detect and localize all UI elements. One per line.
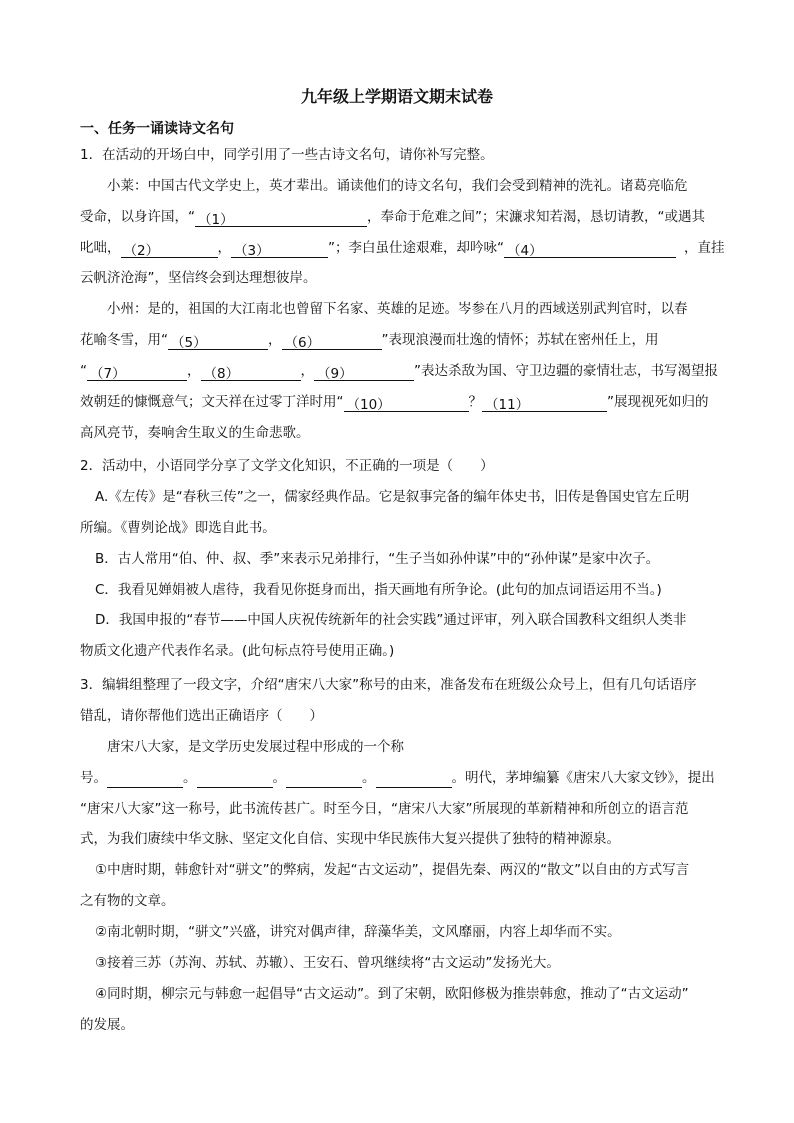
text: ， — [187, 363, 201, 379]
text: 。 — [272, 770, 286, 786]
blank-2[interactable]: （2） — [121, 241, 218, 258]
q1-p2-line3 — [80, 361, 740, 381]
q3-passage-line3: “唐宋八大家”这一称号，此书流传甚广。时至今日，“唐宋八大家”所展现的革新精神和所创立的语言范 — [80, 801, 689, 817]
q1-p1-line4: 云帆济沧海”，坚信终会到达理想彼岸。 — [80, 270, 317, 286]
blank-order-2[interactable] — [197, 771, 273, 788]
text: ， — [217, 240, 231, 256]
q2-option-a-line2: 所编。《曹刿论战》即选自此书。 — [80, 520, 276, 536]
blank-3[interactable]: （3） — [231, 241, 328, 258]
blank-6[interactable]: （6） — [282, 333, 382, 350]
text: 。 — [183, 770, 197, 786]
blank-7[interactable]: （7） — [87, 364, 187, 381]
text: “ — [80, 363, 87, 379]
text: 叱咄， — [80, 240, 121, 256]
text: ”表现浪漫而壮逸的情怀；苏轼在密州任上，用 — [381, 332, 659, 348]
q2-stem: 2．活动中，小语同学分享了文学文化知识，不正确的一项是（ ） — [80, 458, 494, 474]
blank-11[interactable]: （11） — [482, 395, 607, 412]
blank-10[interactable]: （10） — [344, 395, 469, 412]
q1-p1-line3 — [80, 238, 740, 258]
text: 号。 — [80, 770, 107, 786]
text: ”表达杀敌为国、守卫边疆的豪情壮志，书写渴望报 — [414, 363, 718, 379]
blank-1[interactable]: （1） — [195, 210, 367, 227]
q2-option-a-line1: A.《左传》是“春秋三传”之一，儒家经典作品。它是叙事完备的编年体史书，旧传是鲁国史官左丘明 — [95, 489, 690, 505]
q1-stem: 1．在活动的开场白中，同学引用了一些古诗文名句，请你补写完整。 — [80, 147, 494, 163]
q3-sentence-2: ②南北朝时期，“骈文”兴盛，讲究对偶声律，辞藻华美，文风靡丽，内容上却华而不实。 — [95, 924, 621, 940]
q1-p2-line5: 高风亮节，奏响舍生取义的生命悲歌。 — [80, 425, 310, 441]
text: ”展现视死如归的 — [607, 394, 709, 410]
q3-sentence-4-line1: ④同时期，柳宗元与韩愈一起倡导“古文运动”。到了宋朝，欧阳修极为推崇韩愈，推动了“古文运动” — [95, 986, 689, 1002]
q3-sentence-1-line2: 之有物的文章。 — [80, 893, 175, 909]
blank-4[interactable]: （4） — [504, 241, 676, 258]
text: ， — [300, 363, 314, 379]
q2-option-d-line2: 物质文化遗产代表作名录。(此句标点符号使用正确。) — [80, 643, 395, 659]
q3-sentence-3: ③接着三苏（苏洵、苏轼、苏辙）、王安石、曾巩继续将“古文运动”发扬光大。 — [95, 955, 560, 971]
blank-5[interactable]: （5） — [168, 333, 268, 350]
q2-option-b: B．古人常用“伯、仲、叔、季”来表示兄弟排行，“生子当如孙仲谋”中的“孙仲谋”是家中次子。 — [95, 551, 660, 567]
q1-p1-line1 — [107, 176, 740, 196]
q3-passage-line4: 式，为我们赓续中华文脉、坚定文化自信、实现中华民族伟大复兴提供了独特的精神源泉。 — [80, 831, 620, 847]
text: ”；李白虽仕途艰难，却吟咏“ — [328, 240, 504, 256]
q3-passage-line2 — [80, 768, 740, 788]
text: 效朝廷的慷慨意气；文天祥在过零丁洋时用“ — [80, 394, 344, 410]
q1-p2-line2 — [80, 330, 740, 350]
blank-order-1[interactable] — [107, 771, 183, 788]
q2-option-c: C．我看见婵娟被人虐待，我看见你挺身而出，指天画地有所争论。(此句的加点词语运用不当。) — [95, 582, 662, 598]
text: 小莱：中国古代文学史上，英才辈出。诵读他们的诗文名句，我们会受到精神的洗礼。诸葛亮临危 — [107, 178, 688, 194]
blank-8[interactable]: （8） — [201, 364, 301, 381]
blank-order-4[interactable] — [376, 771, 452, 788]
text: 受命，以身许国，“ — [80, 209, 195, 225]
q1-p2-line4 — [80, 392, 740, 412]
q3-passage-line1: 唐宋八大家，是文学历史发展过程中形成的一个称 — [107, 739, 404, 755]
q1-p2-line1: 小州：是的，祖国的大江南北也曾留下名家、英雄的足迹。岑参在八月的西域送别武判官时，以春 — [107, 301, 688, 317]
q3-sentence-1-line1: ①中唐时期，韩愈针对“骈文”的弊病，发起“古文运动”，提倡先秦、两汉的“散文”以自由的方式写言 — [95, 862, 690, 878]
blank-9[interactable]: （9） — [314, 364, 414, 381]
blank-order-3[interactable] — [286, 771, 362, 788]
text: ， — [268, 332, 282, 348]
text: ？ — [468, 394, 482, 410]
text: 。明代，茅坤编纂《唐宋八大家文钞》，提出 — [451, 770, 715, 786]
text: 花喻冬雪，用“ — [80, 332, 168, 348]
section-heading: 一、任务一诵读诗文名句 — [80, 121, 234, 137]
q2-option-d-line1: D．我国申报的“春节——中国人庆祝传统新年的社会实践”通过评审，列入联合国教科文组织人类非 — [95, 612, 687, 628]
text: ，奉命于危难之间”；宋濂求知若渴，恳切请教，“或遇其 — [367, 209, 705, 225]
text: 。 — [362, 770, 376, 786]
page-title: 九年级上学期语文期末试卷 — [300, 87, 493, 106]
q3-sentence-4-line2: 的发展。 — [80, 1017, 134, 1033]
q3-stem-line1: 3．编辑组整理了一段文字，介绍“唐宋八大家”称号的由来，准备发布在班级公众号上，但有几句话语序 — [80, 677, 697, 693]
text: ，直挂 — [684, 240, 725, 256]
q1-p1-line2 — [80, 207, 740, 227]
q3-stem-line2: 错乱，请你帮他们选出正确语序（ ） — [80, 708, 323, 724]
